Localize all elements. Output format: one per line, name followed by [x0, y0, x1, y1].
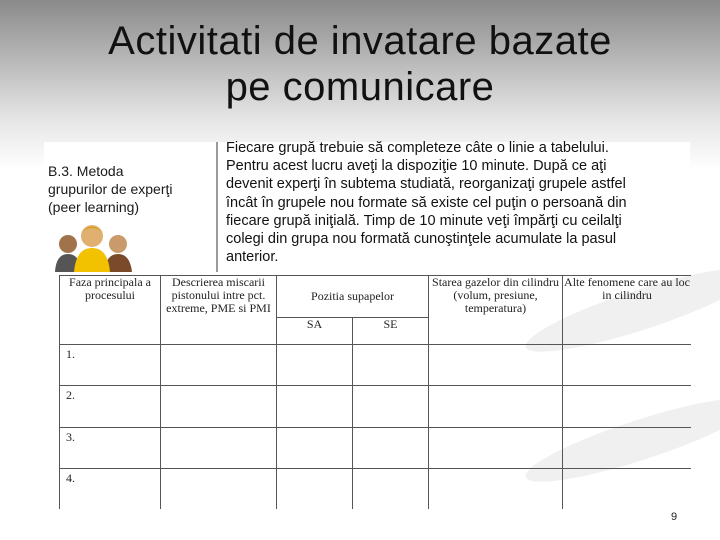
table-cell[interactable]: [429, 386, 563, 428]
people-group-icon: [52, 220, 134, 272]
table-cell[interactable]: [563, 469, 691, 510]
method-label: [48, 162, 218, 216]
row-number: 4.: [60, 469, 161, 510]
table-cell[interactable]: [563, 428, 691, 469]
worksheet-table-wrap: [59, 275, 691, 509]
instructions-line: Pentru acest lucru aveţi la dispoziţie 10 minute. După ce aţi: [226, 158, 607, 175]
title-line-1: Activitati de invatare bazate: [108, 19, 612, 63]
header-descrierea: Descrierea miscarii pistonului intre pct. extreme, PME si PMI: [161, 276, 277, 345]
table-cell[interactable]: [277, 428, 353, 469]
row-number: 2.: [60, 386, 161, 428]
instructions-text: [226, 139, 696, 266]
instructions-line: anterior.: [226, 249, 279, 266]
table-row: [60, 386, 692, 428]
instructions-line: încât în grupele nou formate să existe cel puţin o persoană din: [226, 194, 627, 211]
table-cell[interactable]: [161, 345, 277, 386]
table-cell[interactable]: [277, 345, 353, 386]
instructions-line: devenit experţi în subtema studiată, reorganizaţi grupele astfel: [226, 176, 626, 193]
header-alte-fenomene: Alte fenomene care au loc in cilindru: [563, 276, 691, 345]
table-row: [60, 345, 692, 386]
slide-title: [0, 18, 720, 110]
method-line-2: grupurilor de experţi: [48, 181, 173, 197]
header-starea-gazelor: Starea gazelor din cilindru (volum, presiune, temperatura): [429, 276, 563, 345]
table-cell[interactable]: [353, 428, 429, 469]
header-pozitia-supapelor: Pozitia supapelor: [277, 276, 429, 318]
instructions-line: fiecare grupă iniţială. Timp de 10 minute veţi împărţi cu ceilalţi: [226, 212, 622, 229]
table-cell[interactable]: [429, 469, 563, 510]
table-cell[interactable]: [277, 386, 353, 428]
table-cell[interactable]: [353, 345, 429, 386]
table-cell[interactable]: [353, 469, 429, 510]
method-line-1: B.3. Metoda: [48, 163, 124, 179]
header-faza: Faza principala a procesului: [60, 276, 161, 345]
table-cell[interactable]: [161, 428, 277, 469]
panel-divider: [216, 142, 218, 272]
table-row: [60, 469, 692, 510]
instructions-line: colegi din grupa nou formată cunoştinţele acumulate la pasul: [226, 231, 617, 248]
table-cell[interactable]: [277, 469, 353, 510]
method-line-3: (peer learning): [48, 199, 140, 215]
page-number: 9: [670, 511, 678, 523]
table-cell[interactable]: [353, 386, 429, 428]
method-box: [44, 146, 216, 266]
table-cell[interactable]: [563, 345, 691, 386]
table-cell[interactable]: [429, 345, 563, 386]
worksheet-table: [59, 275, 691, 509]
table-cell[interactable]: [563, 386, 691, 428]
row-number: 3.: [60, 428, 161, 469]
row-number: 1.: [60, 345, 161, 386]
table-row: [60, 428, 692, 469]
content-panel: [44, 142, 690, 272]
header-se: SE: [353, 318, 429, 345]
table-cell[interactable]: [161, 386, 277, 428]
table-cell[interactable]: [161, 469, 277, 510]
table-header-row: [60, 276, 692, 318]
table-cell[interactable]: [429, 428, 563, 469]
header-sa: SA: [277, 318, 353, 345]
instructions-line: Fiecare grupă trebuie să completeze câte o linie a tabelului.: [226, 140, 609, 156]
title-line-2: pe comunicare: [225, 65, 495, 109]
